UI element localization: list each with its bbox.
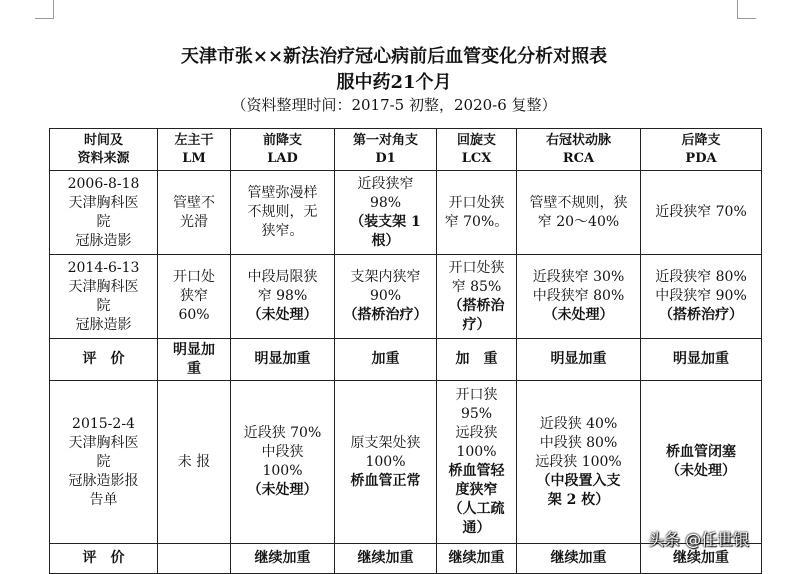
cell-lad: 中段局限狭 窄 98% （未处理） [231,255,335,339]
cell-lm: 未 报 [158,381,231,544]
cell-pda: 近段狭窄 70% [641,171,762,255]
page-corner-mark-left [35,0,54,19]
cell-lcx: 开口狭 95% 远段狭 100% 桥血管轻 度狭窄 （人工疏 通） [437,381,517,544]
cell-lcx: 开口处狭 窄 70%。 [437,171,517,255]
source-watermark: 头条 @任世银 [648,530,750,549]
header-cell-lm: 左主干 LM [158,129,231,171]
eval-lcx: 继续加重 [437,544,517,574]
cell-lcx: 开口处狭 窄 85% （搭桥治 疗） [437,255,517,339]
cell-lm: 管壁不 光滑 [158,171,231,255]
cell-pda: 桥血管闭塞 （未处理） [641,381,762,544]
eval-d1: 加重 [335,339,437,381]
cell-rca: 近段狭窄 30% 中段狭窄 80% （未处理） [517,255,641,339]
cell-d1: 支架内狭窄 90% （搭桥治疗） [335,255,437,339]
header-cell-source: 时间及 资料来源 [50,129,158,171]
cell-source: 2015-2-4 天津胸科医 院 冠脉造影报 告单 [50,381,158,544]
cell-pda: 近段狭窄 80% 中段狭窄 90% （搭桥治疗） [641,255,762,339]
eval-d1: 继续加重 [335,544,437,574]
eval-label: 评 价 [50,339,158,381]
cell-lad: 近段狭 70% 中段狭 100% （未处理） [231,381,335,544]
cell-d1: 近段狭窄 98% （装支架 1 根） [335,171,437,255]
cell-d1: 原支架处狭 100% 桥血管正常 [335,381,437,544]
eval-pda: 明显加重 [641,339,762,381]
eval-lm: 明显加 重 [158,339,231,381]
header-cell-rca: 右冠状动脉 RCA [517,129,641,171]
cell-rca: 管壁不规则，狭 窄 20～40% [517,171,641,255]
page-corner-mark-right [737,0,756,19]
cell-lm: 开口处 狭窄 60% [158,255,231,339]
table-row [50,381,762,544]
eval-rca: 明显加重 [517,339,641,381]
header-row [50,129,762,171]
eval-label: 评 价 [50,544,158,574]
cell-source: 2006-8-18 天津胸科医 院 冠脉造影 [50,171,158,255]
cell-rca: 近段狭 40% 中段狭 80% 远段狭 100% （中段置入支 架 2 枚） [517,381,641,544]
document-date-note: （资料整理时间：2017-5 初整，2020-6 复整） [231,96,557,114]
eval-lad: 明显加重 [231,339,335,381]
header-cell-d1: 第一对角支 D1 [335,129,437,171]
eval-lm [158,544,231,574]
table-row [50,171,762,255]
eval-rca: 继续加重 [517,544,641,574]
document-subtitle: 服中药21个月 [336,72,452,93]
eval-lad: 继续加重 [231,544,335,574]
header-cell-lad: 前降支 LAD [231,129,335,171]
cell-lad: 管壁弥漫样 不规则，无 狭窄。 [231,171,335,255]
eval-lcx: 加 重 [437,339,517,381]
cell-source: 2014-6-13 天津胸科医 院 冠脉造影 [50,255,158,339]
comparison-table [49,128,762,574]
document-title: 天津市张××新法治疗冠心病前后血管变化分析对照表 [180,46,608,67]
table-row [50,255,762,339]
header-cell-pda: 后降支 PDA [641,129,762,171]
evaluation-row [50,339,762,381]
header-cell-lcx: 回旋支 LCX [437,129,517,171]
eval-pda: 继续加重 [641,544,762,574]
